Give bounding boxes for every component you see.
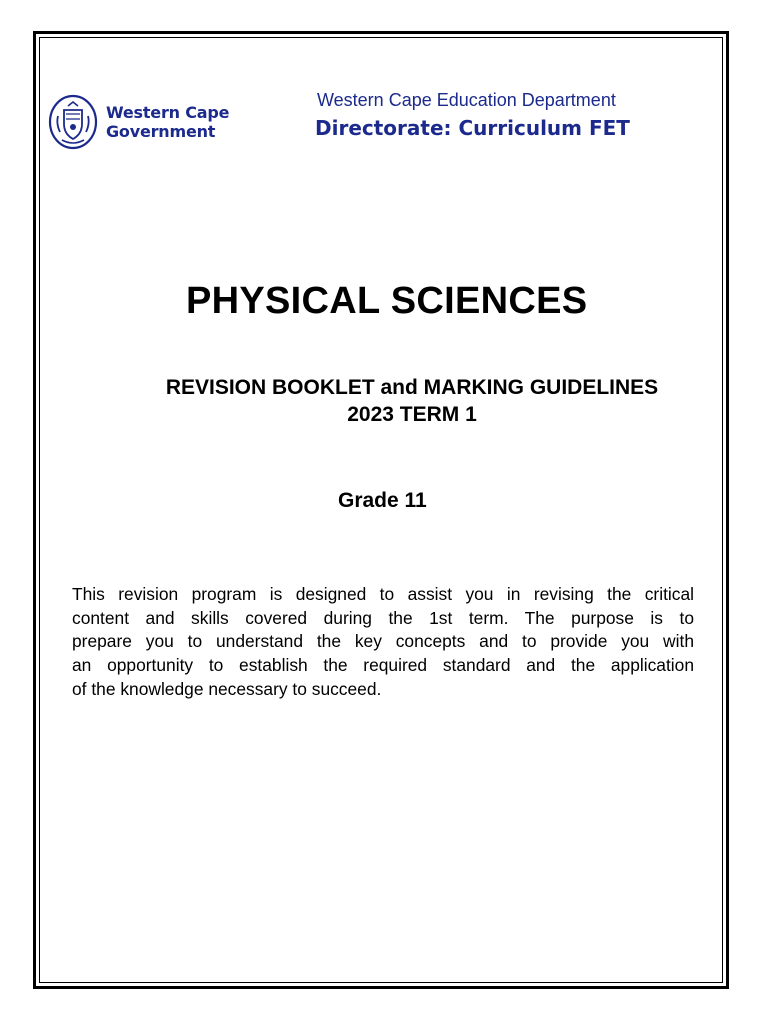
- logo-text: [106, 103, 229, 141]
- intro-line: content and skills covered during the 1st term. The purpose is to: [72, 607, 694, 628]
- department-name: Western Cape Education Department: [317, 90, 616, 110]
- directorate-name: Directorate: Curriculum FET: [315, 116, 630, 140]
- intro-line: This revision program is designed to assist you in revising the critical: [72, 584, 694, 604]
- logo-line-1: Western Cape: [106, 103, 230, 122]
- document-title: PHYSICAL SCIENCES: [186, 280, 588, 322]
- logo-line-2: Government: [106, 122, 216, 141]
- western-cape-government-logo: [48, 94, 229, 150]
- subtitle-line-1: REVISION BOOKLET and MARKING GUIDELINES: [165, 376, 659, 399]
- intro-line: of the knowledge necessary to succeed.: [72, 678, 382, 699]
- coat-of-arms-icon: [48, 94, 98, 150]
- grade-label: Grade 11: [338, 489, 427, 512]
- intro-paragraph: [72, 583, 694, 702]
- intro-line: an opportunity to establish the required standard and the application: [72, 655, 694, 676]
- subtitle-line-2: 2023 TERM 1: [347, 403, 477, 426]
- intro-line: prepare you to understand the key concepts and to provide you with: [72, 631, 694, 652]
